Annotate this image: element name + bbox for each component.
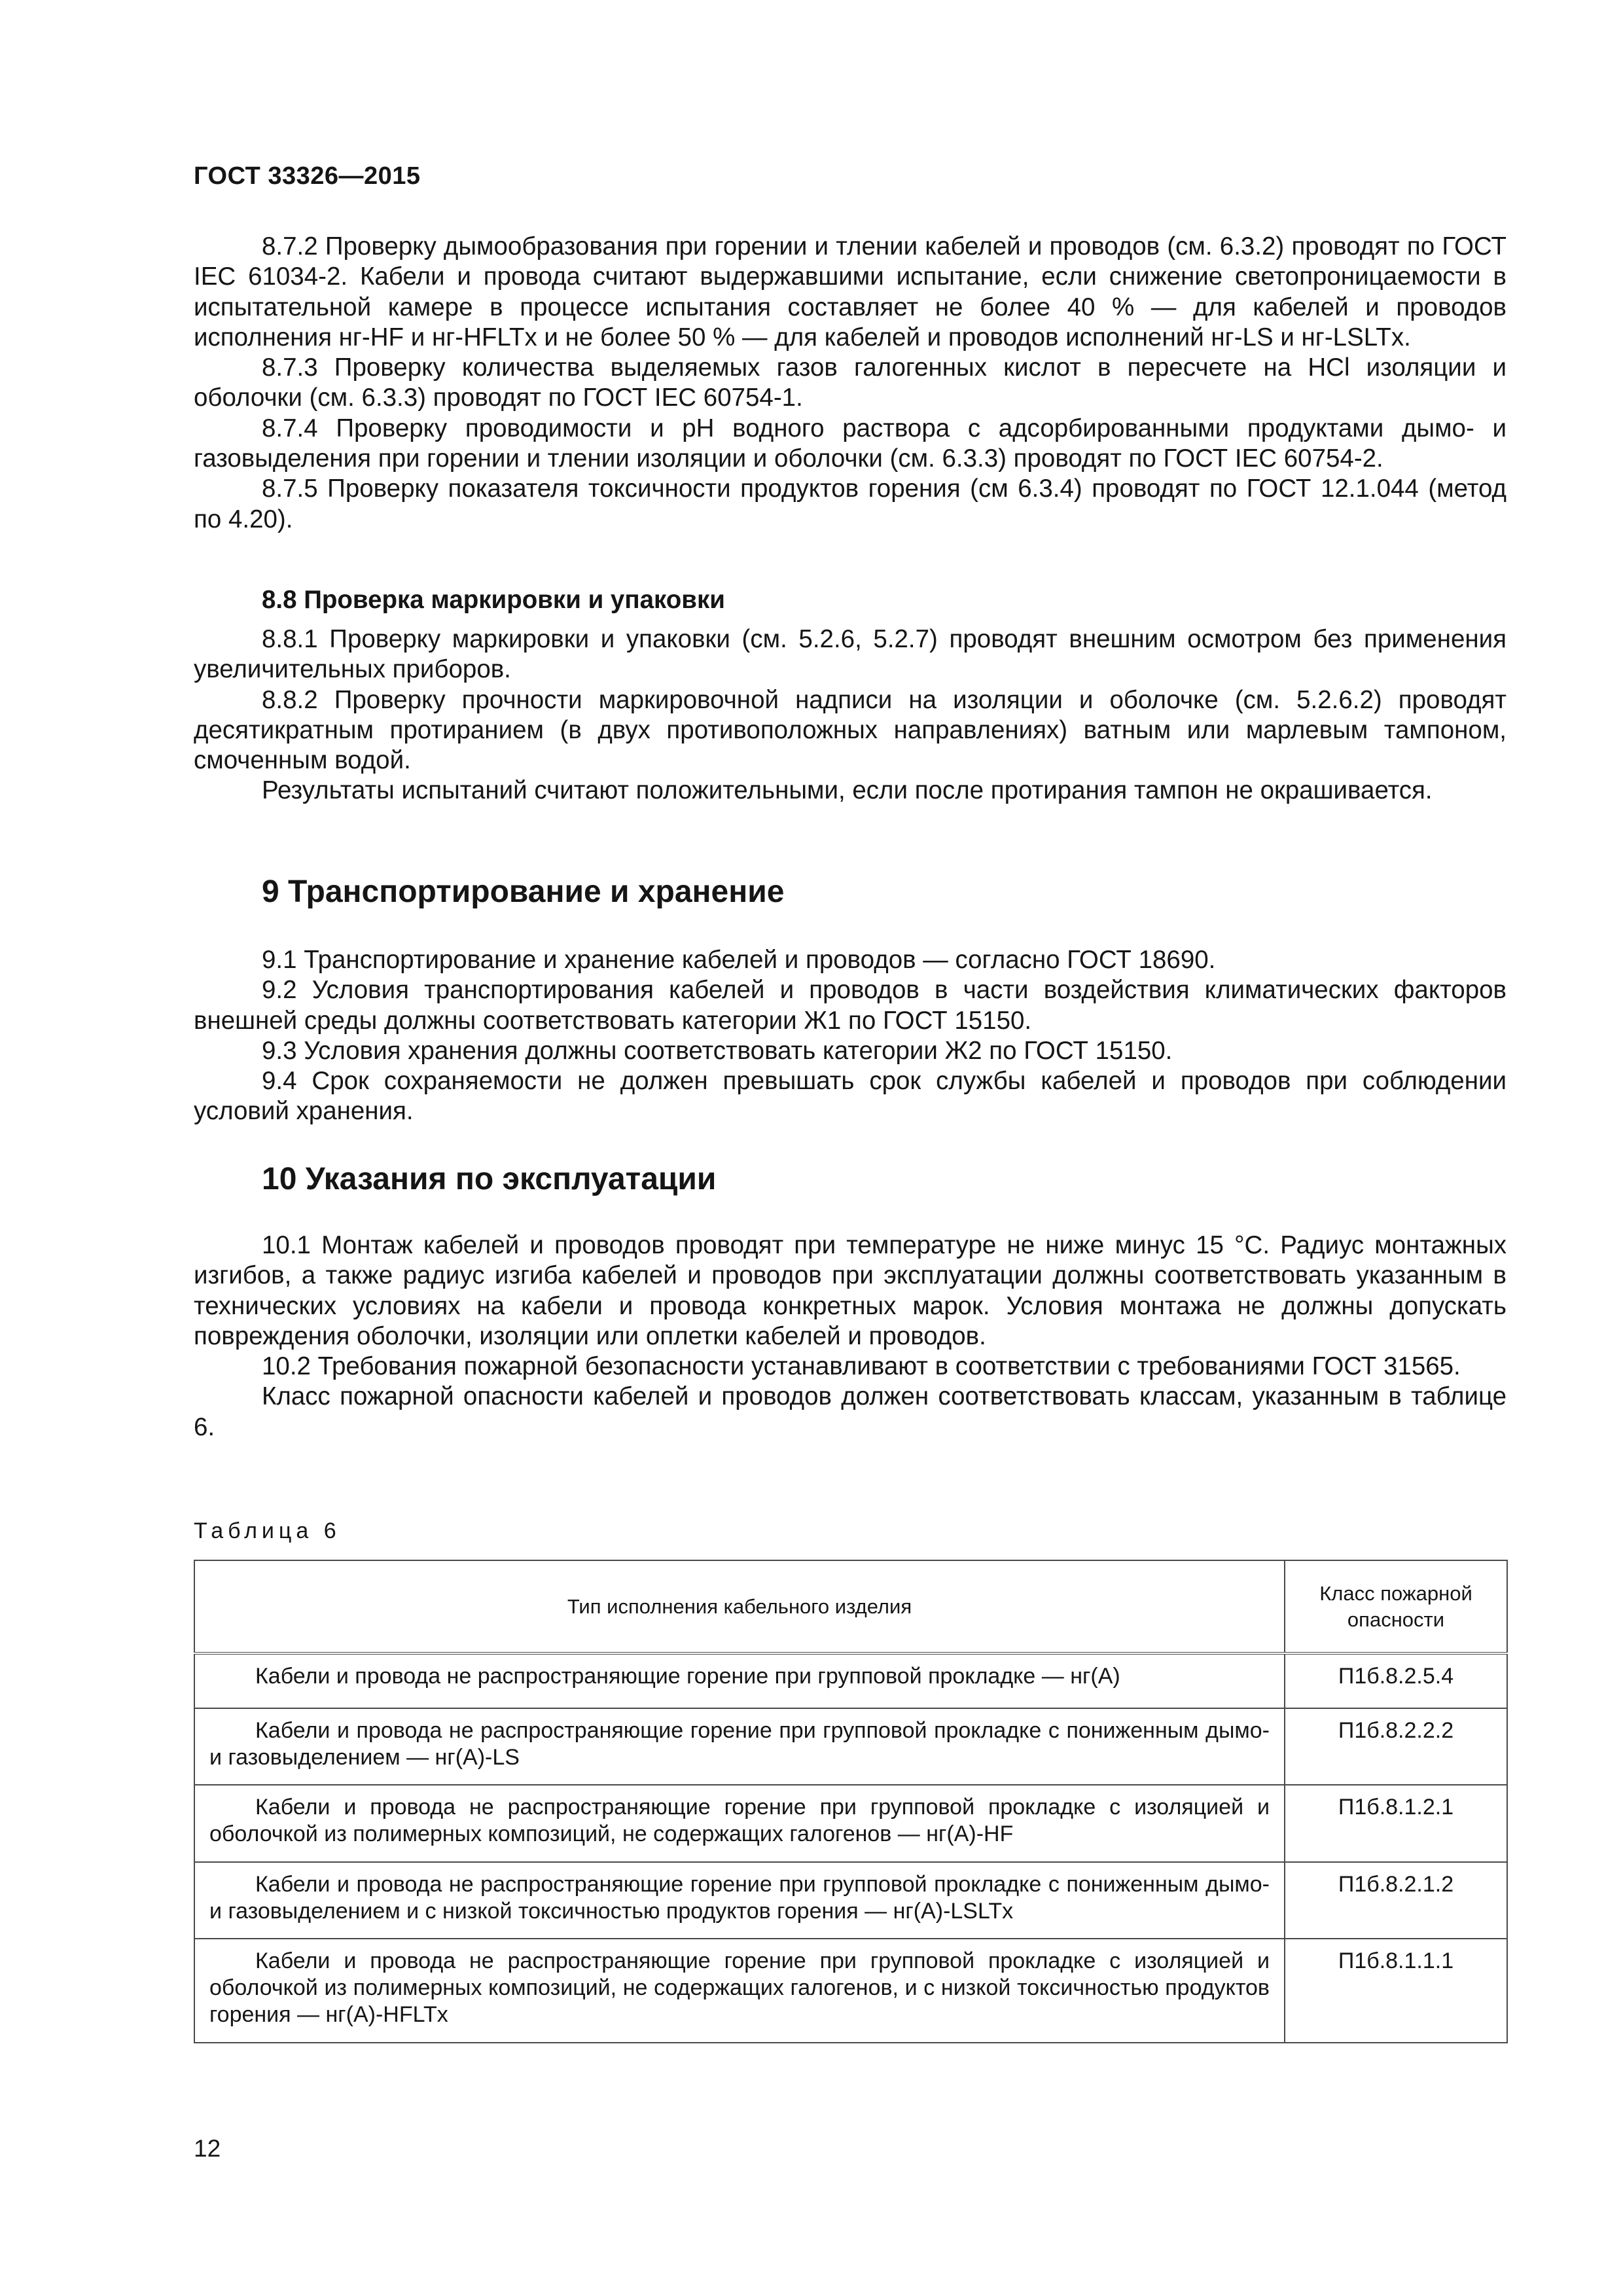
- cable-type-cell: Кабели и провода не распространяющие горение при групповой прокладке с изоляцией и оболочкой из полимерных композиций, не содержащих галогенов — нг(А)-HF: [194, 1785, 1285, 1862]
- paragraph-8-8-1: 8.8.1 Проверку маркировки и упаковки (см. 5.2.6, 5.2.7) проводят внешним осмотром без применения увеличительных приборов.: [194, 625, 1507, 684]
- standard-header: ГОСТ 33326—2015: [194, 162, 421, 190]
- section-10-block: [194, 1230, 1507, 1443]
- paragraph-8-7-2: 8.7.2 Проверку дымообразования при горении и тлении кабелей и проводов (см. 6.3.2) проводят по ГОСТ IEC 61034-2. Кабели и провода считают выдержавшими испытание, если снижение светопроницаемости в испытательной камере в процессе испытания составляет не более 40 % — для кабелей и проводов исполнения нг-HF и нг-HFLTx и не более 50 % — для кабелей и проводов исполнений нг-LS и нг-LSLTx.: [194, 232, 1507, 351]
- section-8-7-block: [194, 232, 1507, 535]
- cable-type-cell: Кабели и провода не распространяющие горение при групповой прокладке — нг(А): [194, 1653, 1285, 1708]
- cable-type-cell: Кабели и провода не распространяющие горение при групповой прокладке с пониженным дымо- и газовыделением и с низкой токсичностью продуктов горения — нг(А)-LSLTx: [194, 1862, 1285, 1939]
- paragraph-8-7-5: 8.7.5 Проверку показателя токсичности продуктов горения (см 6.3.4) проводят по ГОСТ 12.1.044 (метод по 4.20).: [194, 475, 1507, 533]
- paragraph-10-2: 10.2 Требования пожарной безопасности устанавливают в соответствии с требованиями ГОСТ 31565.: [262, 1352, 1461, 1381]
- fire-class-cell: П1б.8.2.5.4: [1285, 1653, 1507, 1708]
- paragraph-8-7-4: 8.7.4 Проверку проводимости и pH водного раствора с адсорбированными продуктами дымо- и газовыделения при горении и тлении изоляции и оболочки (см. 6.3.3) проводят по ГОСТ IEC 60754-2.: [194, 414, 1507, 473]
- paragraph-9-4: 9.4 Срок сохраняемости не должен превышать срок службы кабелей и проводов при соблюдении условий хранения.: [194, 1067, 1507, 1126]
- table-row: [194, 1939, 1507, 2043]
- table-header-row: [194, 1560, 1507, 1653]
- column-header-type: Тип исполнения кабельного изделия: [194, 1560, 1285, 1653]
- paragraph-8-8-2: 8.8.2 Проверку прочности маркировочной надписи на изоляции и оболочке (см. 5.2.6.2) проводят десятикратным протиранием (в двух противоположных направлениях) ватным или марлевым тампоном, смоченным водой.: [194, 685, 1507, 775]
- table-caption: Таблица 6: [194, 1518, 341, 1543]
- paragraph-9-1: 9.1 Транспортирование и хранение кабелей и проводов — согласно ГОСТ 18690.: [262, 946, 1216, 974]
- section-9-block: [194, 945, 1507, 1127]
- column-header-class: Класс пожарной опасности: [1285, 1560, 1507, 1653]
- table-row: [194, 1708, 1507, 1785]
- heading-section-9: 9 Транспортирование и хранение: [262, 874, 785, 909]
- cable-type-cell: Кабели и провода не распространяющие горение при групповой прокладке с пониженным дымо- и газовыделением — нг(А)-LS: [194, 1708, 1285, 1785]
- fire-class-cell: П1б.8.1.2.1: [1285, 1785, 1507, 1862]
- cable-type-cell: Кабели и провода не распространяющие горение при групповой прокладке с изоляцией и оболочкой из полимерных композиций, не содержащих галогенов, и с низкой токсичностью продуктов горения — нг(А)-HFLTx: [194, 1939, 1285, 2043]
- paragraph-8-7-3: 8.7.3 Проверку количества выделяемых газов галогенных кислот в пересчете на HCl изоляции и оболочки (см. 6.3.3) проводят по ГОСТ IEC 60754-1.: [194, 353, 1507, 412]
- fire-class-cell: П1б.8.1.1.1: [1285, 1939, 1507, 2043]
- paragraph-9-2: 9.2 Условия транспортирования кабелей и проводов в части воздействия климатических факторов внешней среды должны соответствовать категории Ж1 по ГОСТ 15150.: [194, 976, 1507, 1035]
- section-8-8-block: [194, 624, 1507, 806]
- paragraph-test-results: Результаты испытаний считают положительными, если после протирания тампон не окрашивается.: [262, 776, 1433, 805]
- paragraph-fire-class: Класс пожарной опасности кабелей и проводов должен соответствовать классам, указанным в таблице 6.: [194, 1382, 1507, 1441]
- fire-class-table: [194, 1560, 1508, 2043]
- table-row: [194, 1653, 1507, 1708]
- table-row: [194, 1785, 1507, 1862]
- heading-8-8: 8.8 Проверка маркировки и упаковки: [262, 586, 725, 614]
- fire-class-cell: П1б.8.2.1.2: [1285, 1862, 1507, 1939]
- page-number: 12: [194, 2135, 221, 2162]
- paragraph-9-3: 9.3 Условия хранения должны соответствовать категории Ж2 по ГОСТ 15150.: [262, 1036, 1173, 1065]
- fire-class-cell: П1б.8.2.2.2: [1285, 1708, 1507, 1785]
- table-row: [194, 1862, 1507, 1939]
- paragraph-10-1: 10.1 Монтаж кабелей и проводов проводят при температуре не ниже минус 15 °С. Радиус монтажных изгибов, а также радиус изгиба кабелей и проводов при эксплуатации должны соответствовать указанным в технических условиях на кабели и провода конкретных марок. Условия монтажа не должны допускать повреждения оболочки, изоляции или оплетки кабелей и проводов.: [194, 1231, 1507, 1350]
- heading-section-10: 10 Указания по эксплуатации: [262, 1162, 717, 1196]
